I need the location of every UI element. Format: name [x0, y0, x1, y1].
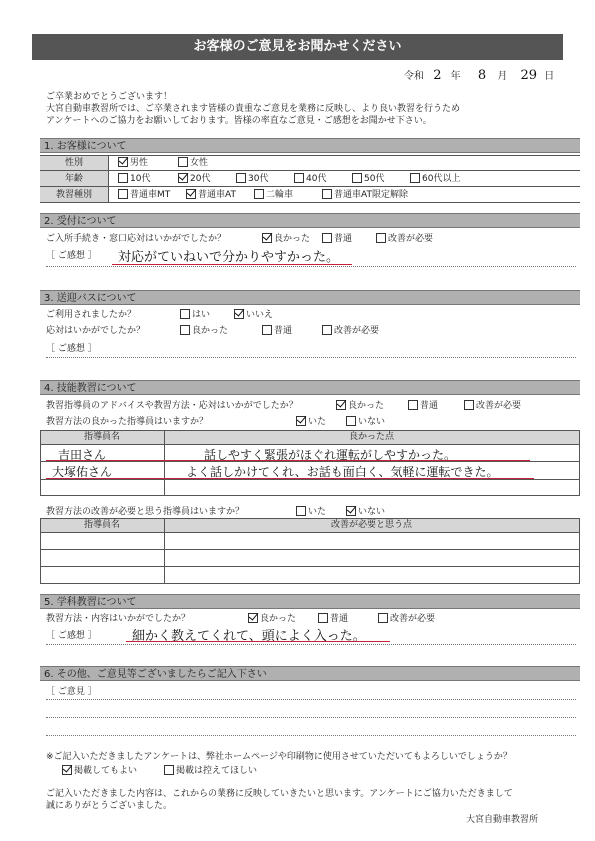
publish-no-option[interactable]: 掲載は控えてほしい	[164, 765, 257, 777]
date-month-unit: 月	[497, 71, 508, 82]
checkbox-checked[interactable]	[248, 613, 258, 623]
s4-q3-yes-option[interactable]: いた	[296, 506, 326, 518]
s4-q1: 教習指導員のアドバイスや教習方法・応対はいかがでしたか？	[46, 401, 298, 411]
checkbox[interactable]	[294, 173, 304, 183]
checkbox-checked[interactable]	[118, 157, 128, 167]
checkbox[interactable]	[178, 157, 188, 167]
type-mt-option[interactable]: 普通車MT	[118, 189, 170, 201]
checkbox[interactable]	[408, 400, 418, 410]
type-at-option[interactable]: 普通車AT	[186, 189, 236, 201]
good-row-2-name: 大塚佑さん	[52, 465, 113, 479]
section-6-header: 6. その他、ご意見等ございましたらご記入下さい	[40, 666, 580, 681]
s4-normal-option[interactable]: 普通	[408, 400, 438, 412]
publish-yes-option[interactable]: 掲載してもよい	[62, 765, 137, 777]
s5-comment: 細かく教えてくれて、頭によく入った。	[132, 629, 366, 644]
checkbox-checked[interactable]	[336, 400, 346, 410]
intro-line-2: 大宮自動車教習所では、ご卒業されます皆様の貴重なご意見を業務に反映し、より良い教習を行うため	[46, 104, 461, 114]
gender-label: 性別	[64, 158, 83, 168]
type-at-release-option[interactable]: 普通車AT限定解除	[322, 189, 408, 201]
checkbox[interactable]	[464, 400, 474, 410]
s6-comment-label: ［ ご意見 ］	[46, 687, 97, 697]
checkbox[interactable]	[322, 325, 332, 335]
age-40-option[interactable]: 40代	[294, 173, 326, 185]
checkbox[interactable]	[410, 173, 420, 183]
date-month: 8	[477, 68, 487, 83]
s4-q3: 教習方法の改善が必要と思う指導員はいますか？	[46, 507, 245, 517]
s2-good-option[interactable]: 良かった	[262, 233, 310, 245]
checkbox[interactable]	[296, 506, 306, 516]
s2-question: ご入所手続き・窓口応対はいかがでしたか？	[46, 234, 227, 244]
s5-normal-option[interactable]: 普通	[318, 613, 348, 625]
s3-normal-option[interactable]: 普通	[262, 325, 292, 337]
form-title: お客様のご意見をお聞かせください	[32, 34, 563, 60]
s2-improve-option[interactable]: 改善が必要	[376, 233, 433, 245]
s2-comment-label: ［ ご感想 ］	[46, 251, 97, 261]
checkbox[interactable]	[180, 325, 190, 335]
checkbox-checked[interactable]	[262, 233, 272, 243]
good-row-1-name: 吉田さん	[58, 448, 107, 462]
checkbox-checked[interactable]	[186, 189, 196, 199]
good-col-name: 指導員名	[83, 432, 120, 442]
intro-line-1: ご卒業おめでとうございます！	[46, 92, 173, 102]
date-day-unit: 日	[544, 71, 555, 82]
checkbox[interactable]	[164, 765, 174, 775]
gender-female-option[interactable]: 女性	[178, 157, 208, 169]
s2-comment: 対応がていねいで分かりやすかった。	[118, 250, 340, 265]
bad-col-point: 改善が必要と思う点	[330, 520, 412, 530]
publish-question: ※ご記入いただきましたアンケートは、弊社ホームページや印刷物に使用させていただいてもよろしいでしょうか？	[46, 752, 512, 762]
good-row-1-point: 話しやすく緊張がほぐれ運転がしやすかった。	[204, 448, 457, 462]
s3-no-option[interactable]: いいえ	[234, 309, 273, 321]
checkbox[interactable]	[254, 189, 264, 199]
s4-q2-no-option[interactable]: いない	[346, 416, 385, 428]
date-day: 29	[520, 68, 538, 83]
checkbox[interactable]	[180, 309, 190, 319]
closing-line-1: ご記入いただきました内容は、これからの業務に反映していきたいと思います。アンケートにご協力いただきまして	[46, 789, 513, 799]
bad-col-name: 指導員名	[83, 520, 120, 530]
s5-comment-label: ［ ご感想 ］	[46, 631, 97, 641]
age-10-option[interactable]: 10代	[118, 173, 150, 185]
checkbox[interactable]	[262, 325, 272, 335]
s3-yes-option[interactable]: はい	[180, 309, 210, 321]
section-5-header: 5. 学科教習について	[40, 594, 580, 609]
checkbox-checked[interactable]	[296, 416, 306, 426]
checkbox[interactable]	[352, 173, 362, 183]
s4-q2: 教習方法の良かった指導員はいますか？	[46, 417, 209, 427]
s5-question: 教習方法・内容はいかがでしたか？	[46, 614, 191, 624]
s3-q2: 応対はいかがでしたか？	[46, 326, 146, 336]
checkbox[interactable]	[322, 233, 332, 243]
s4-good-option[interactable]: 良かった	[336, 400, 384, 412]
checkbox[interactable]	[236, 173, 246, 183]
checkbox[interactable]	[118, 189, 128, 199]
age-30-option[interactable]: 30代	[236, 173, 268, 185]
s4-q2-yes-option[interactable]: いた	[296, 416, 326, 428]
closing-line-2: 誠にありがとうございました。	[46, 801, 173, 811]
checkbox[interactable]	[118, 173, 128, 183]
checkbox-checked[interactable]	[234, 309, 244, 319]
gender-male-option[interactable]: 男性	[118, 157, 148, 169]
checkbox-checked[interactable]	[178, 173, 188, 183]
footer-school-name: 大宮自動車教習所	[466, 815, 539, 825]
s3-q1: ご利用されましたか？	[46, 310, 137, 320]
checkbox[interactable]	[378, 613, 388, 623]
date-year: 2	[433, 68, 442, 83]
good-row-2-point: よく話しかけてくれ、お話も面白く、気軽に運転できた。	[186, 465, 499, 479]
checkbox-checked[interactable]	[62, 765, 72, 775]
date-era: 令和	[404, 71, 424, 82]
section-3-header: 3. 送迎バスについて	[40, 290, 580, 305]
s5-improve-option[interactable]: 改善が必要	[378, 613, 435, 625]
s3-good-option[interactable]: 良かった	[180, 325, 228, 337]
type-label: 教習種別	[55, 190, 92, 200]
age-20-option[interactable]: 20代	[178, 173, 210, 185]
good-col-point: 良かった点	[348, 432, 394, 442]
checkbox-checked[interactable]	[346, 506, 356, 516]
intro-line-3: アンケートへのご協力をお願いしております。皆様の率直なご意見・ご感想をお聞かせ下さい。	[46, 116, 432, 126]
s5-good-option[interactable]: 良かった	[248, 613, 296, 625]
checkbox[interactable]	[318, 613, 328, 623]
age-60-option[interactable]: 60代以上	[410, 173, 460, 185]
date-line	[404, 69, 554, 83]
section-4-header: 4. 技能教習について	[40, 380, 580, 395]
section-2-header: 2. 受付について	[40, 213, 580, 228]
type-bike-option[interactable]: 二輪車	[254, 189, 293, 201]
s3-comment-label: ［ ご感想 ］	[46, 344, 97, 354]
checkbox[interactable]	[346, 416, 356, 426]
s4-q3-no-option[interactable]: いない	[346, 506, 385, 518]
s3-improve-option[interactable]: 改善が必要	[322, 325, 379, 337]
age-50-option[interactable]: 50代	[352, 173, 384, 185]
section-1-header: 1. お客様について	[40, 138, 580, 153]
date-year-unit: 年	[450, 71, 461, 82]
checkbox[interactable]	[322, 189, 332, 199]
checkbox[interactable]	[376, 233, 386, 243]
age-label: 年齢	[64, 174, 83, 184]
s2-normal-option[interactable]: 普通	[322, 233, 352, 245]
s4-improve-option[interactable]: 改善が必要	[464, 400, 521, 412]
